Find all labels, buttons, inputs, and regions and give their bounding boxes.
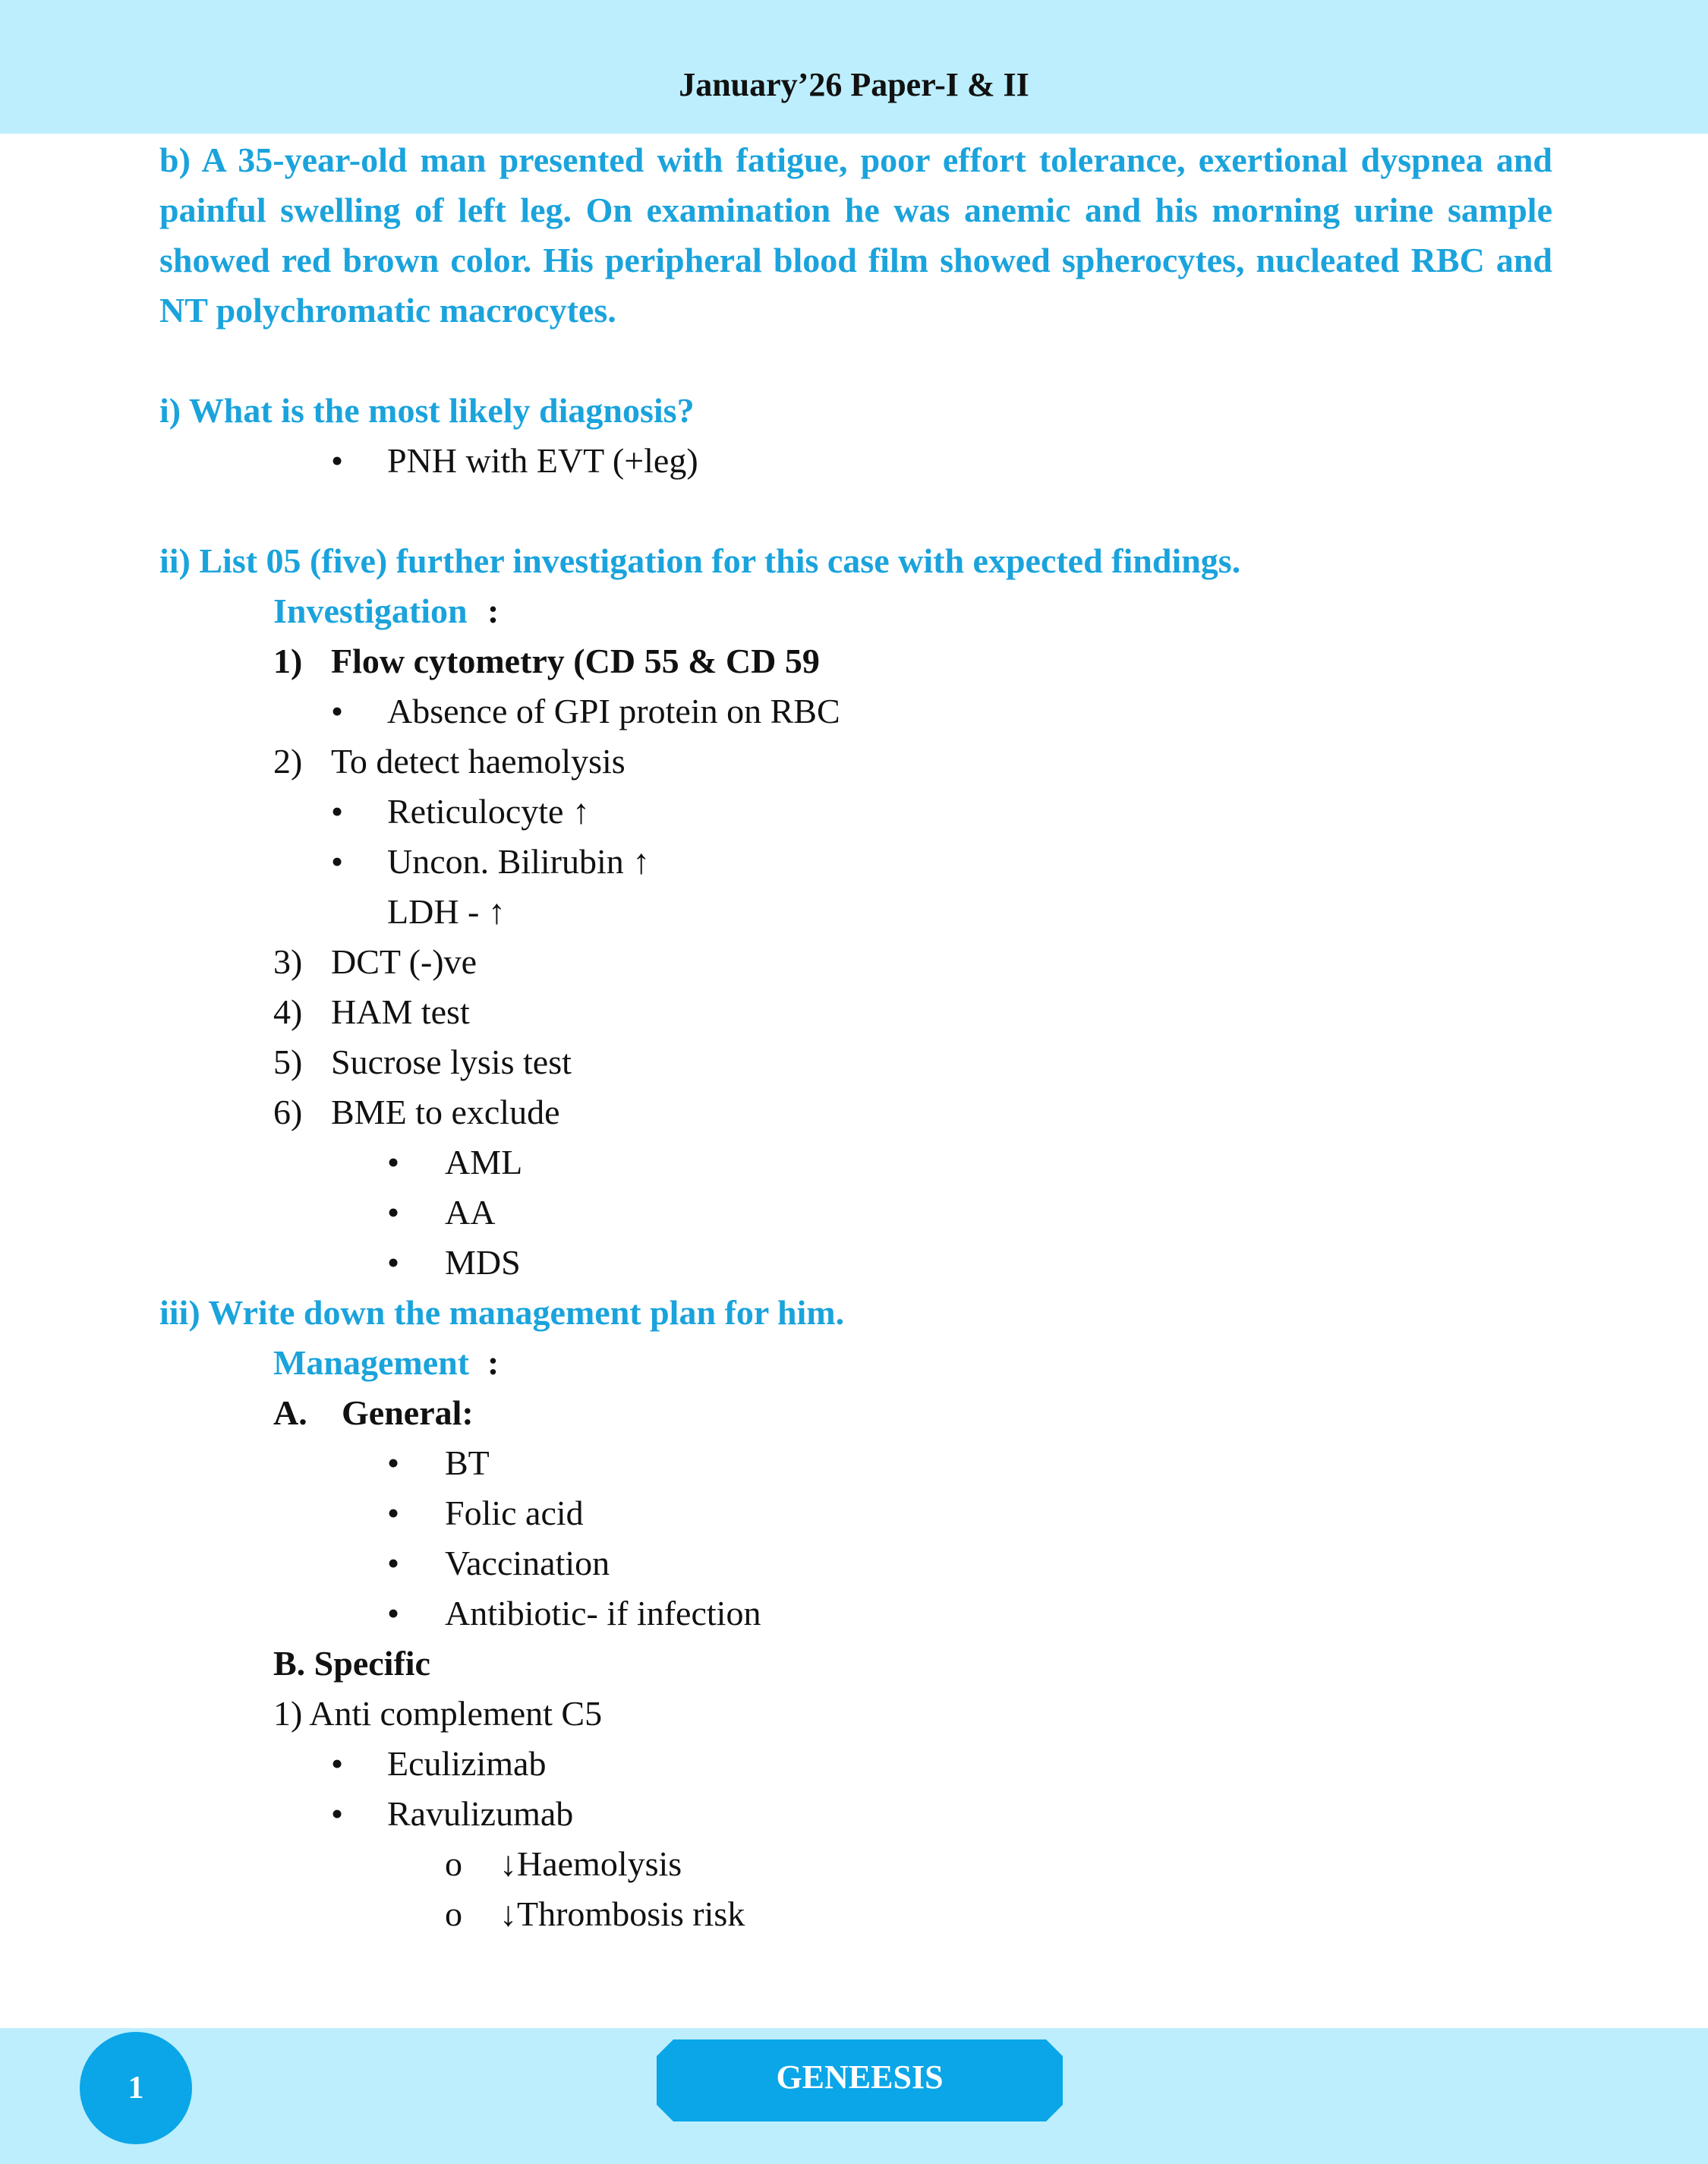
bullet-icon: • xyxy=(387,1594,400,1632)
list-item: 4) HAM test xyxy=(273,992,470,1031)
bullet-icon: • xyxy=(387,1443,400,1482)
list-item: 5) Sucrose lysis test xyxy=(273,1043,572,1081)
circle-bullet-icon: o xyxy=(445,1894,462,1933)
bullet-icon: • xyxy=(387,1193,400,1232)
list-item: • Vaccination xyxy=(159,1538,1552,1588)
list-item: 1) Flow cytometry (CD 55 & CD 59 xyxy=(273,642,820,680)
bullet-icon: • xyxy=(331,792,344,831)
circle-bullet-icon: o xyxy=(445,1844,462,1883)
list-item: • BT xyxy=(159,1438,1552,1488)
list-item: • AA xyxy=(159,1188,1552,1238)
list-item: 2) To detect haemolysis xyxy=(273,742,626,781)
list-item: 3) DCT (-)ve xyxy=(273,942,477,981)
list-item: 6) BME to exclude xyxy=(273,1093,560,1131)
list-item: • Ravulizumab xyxy=(159,1789,1552,1839)
bullet-icon: • xyxy=(331,1794,344,1833)
list-item: • PNH with EVT (+leg) xyxy=(159,436,1552,486)
investigation-heading: Investigation : xyxy=(273,591,499,630)
question-management: iii) Write down the management plan for him. xyxy=(159,1293,845,1332)
bullet-icon: • xyxy=(331,441,344,480)
list-item: • Eculizimab xyxy=(159,1739,1552,1789)
list-item: o ↓Thrombosis risk xyxy=(159,1889,1552,1939)
list-item: • Reticulocyte ↑ xyxy=(159,787,1552,837)
list-item: • MDS xyxy=(159,1238,1552,1288)
bullet-icon: • xyxy=(387,1544,400,1582)
bullet-icon: • xyxy=(331,842,344,881)
list-item: • Uncon. Bilirubin ↑ xyxy=(159,837,1552,887)
page-header-title: January’26 Paper-I & II xyxy=(679,66,1029,103)
specific-heading: B. Specific xyxy=(273,1644,430,1683)
bullet-icon: • xyxy=(387,1243,400,1282)
list-item: • Folic acid xyxy=(159,1488,1552,1538)
list-item: LDH - ↑ xyxy=(387,892,506,931)
list-item: • Antibiotic- if infection xyxy=(159,1588,1552,1639)
brand-name: GENEESIS xyxy=(776,2058,944,2096)
list-item: o ↓Haemolysis xyxy=(159,1839,1552,1889)
bullet-icon: • xyxy=(387,1494,400,1532)
bullet-icon: • xyxy=(387,1143,400,1181)
general-heading: A. General: xyxy=(273,1393,474,1432)
list-item: • Absence of GPI protein on RBC xyxy=(159,686,1552,737)
list-item: 1) Anti complement C5 xyxy=(273,1694,603,1733)
bullet-icon: • xyxy=(331,692,344,730)
document-body xyxy=(159,135,1552,1939)
list-item: • AML xyxy=(159,1137,1552,1188)
page-number: 1 xyxy=(80,2032,192,2144)
management-heading: Management : xyxy=(273,1343,499,1382)
bullet-icon: • xyxy=(331,1744,344,1783)
case-stem: b) A 35-year-old man presented with fatigue, poor effort tolerance, exertional dyspnea and painful swelling of left leg. On examination he was anemic and his morning urine sample showed red brown color. His peripheral blood film showed spherocytes, nucleated RBC and NT polychromatic macrocytes. xyxy=(159,140,1552,330)
question-investigation: ii) List 05 (five) further investigation for this case with expected findings. xyxy=(159,541,1241,580)
question-diagnosis: i) What is the most likely diagnosis? xyxy=(159,391,695,430)
